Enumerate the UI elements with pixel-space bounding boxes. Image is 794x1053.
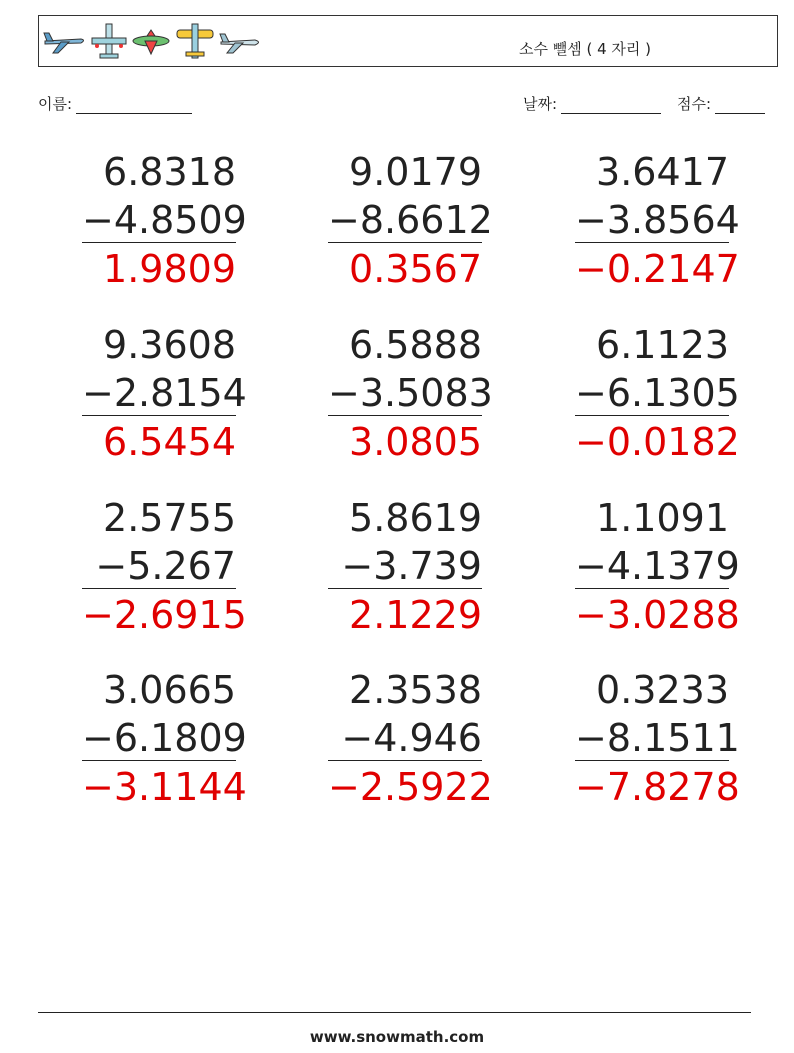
- minuend: 6.1123: [596, 323, 729, 367]
- subtrahend: −4.1379: [575, 544, 740, 588]
- subtrahend: −8.6612: [328, 198, 493, 242]
- minuend: 9.0179: [349, 150, 482, 194]
- minuend: 6.5888: [349, 323, 482, 367]
- subtrahend: −6.1809: [82, 716, 247, 760]
- subtrahend: −3.739: [328, 542, 482, 589]
- minuend: 3.0665: [103, 668, 236, 712]
- footer-site: www.snowmath.com: [309, 1028, 485, 1046]
- name-field: [38, 93, 192, 114]
- problem-11: [328, 666, 493, 811]
- airliner-icon: [43, 28, 87, 56]
- page-title: 소수 뺄셈 ( 4 자리 ): [519, 40, 652, 58]
- plane-icons: [43, 22, 263, 62]
- problem-3: [575, 148, 740, 293]
- problem-7: [82, 494, 247, 639]
- minuend: 9.3608: [103, 323, 236, 367]
- minuend: 2.3538: [349, 668, 482, 712]
- minuend: 3.6417: [596, 150, 729, 194]
- problem-2: [328, 148, 493, 293]
- subtrahend: −3.8564: [575, 198, 740, 242]
- subtrahend: −3.5083: [328, 371, 493, 415]
- answer: −3.1144: [82, 765, 247, 809]
- problem-9: [575, 494, 740, 639]
- date-field: [523, 93, 661, 114]
- small-jet-icon: [219, 28, 263, 56]
- minuend: 1.1091: [596, 496, 729, 540]
- subtrahend: −4.8509: [82, 198, 247, 242]
- minuend: 6.8318: [103, 150, 236, 194]
- subtrahend: −8.1511: [575, 716, 740, 760]
- footer-divider: [38, 1012, 751, 1013]
- biplane-icon: [175, 22, 215, 62]
- problem-12: [575, 666, 740, 811]
- problem-4: [82, 321, 247, 466]
- minuend: 2.5755: [103, 496, 236, 540]
- name-label: 이름:: [38, 95, 73, 113]
- problem-10: [82, 666, 247, 811]
- answer: −0.0182: [575, 420, 740, 464]
- score-line[interactable]: [715, 99, 765, 114]
- answer: 0.3567: [349, 247, 482, 291]
- answer: −3.0288: [575, 593, 740, 637]
- answer: −7.8278: [575, 765, 740, 809]
- subtrahend: −4.946: [328, 714, 482, 761]
- problem-1: [82, 148, 247, 293]
- subtrahend: −5.267: [82, 542, 236, 589]
- name-line[interactable]: [76, 99, 192, 114]
- answer: −2.5922: [328, 765, 493, 809]
- answer: −0.2147: [575, 247, 740, 291]
- date-line[interactable]: [561, 99, 661, 114]
- answer: 2.1229: [349, 593, 482, 637]
- minuend: 5.8619: [349, 496, 482, 540]
- header-box: [38, 15, 778, 67]
- problem-6: [575, 321, 740, 466]
- answer: 1.9809: [103, 247, 236, 291]
- answer: 3.0805: [349, 420, 482, 464]
- date-label: 날짜:: [523, 95, 558, 113]
- problem-8: [328, 494, 482, 639]
- score-label: 점수:: [677, 95, 712, 113]
- answer: −2.6915: [82, 593, 247, 637]
- problem-5: [328, 321, 493, 466]
- propeller-plane-icon: [91, 22, 127, 62]
- subtrahend: −6.1305: [575, 371, 740, 415]
- subtrahend: −2.8154: [82, 371, 247, 415]
- minuend: 0.3233: [596, 668, 729, 712]
- green-jet-icon: [131, 27, 171, 57]
- answer: 6.5454: [103, 420, 236, 464]
- score-field: [677, 93, 765, 114]
